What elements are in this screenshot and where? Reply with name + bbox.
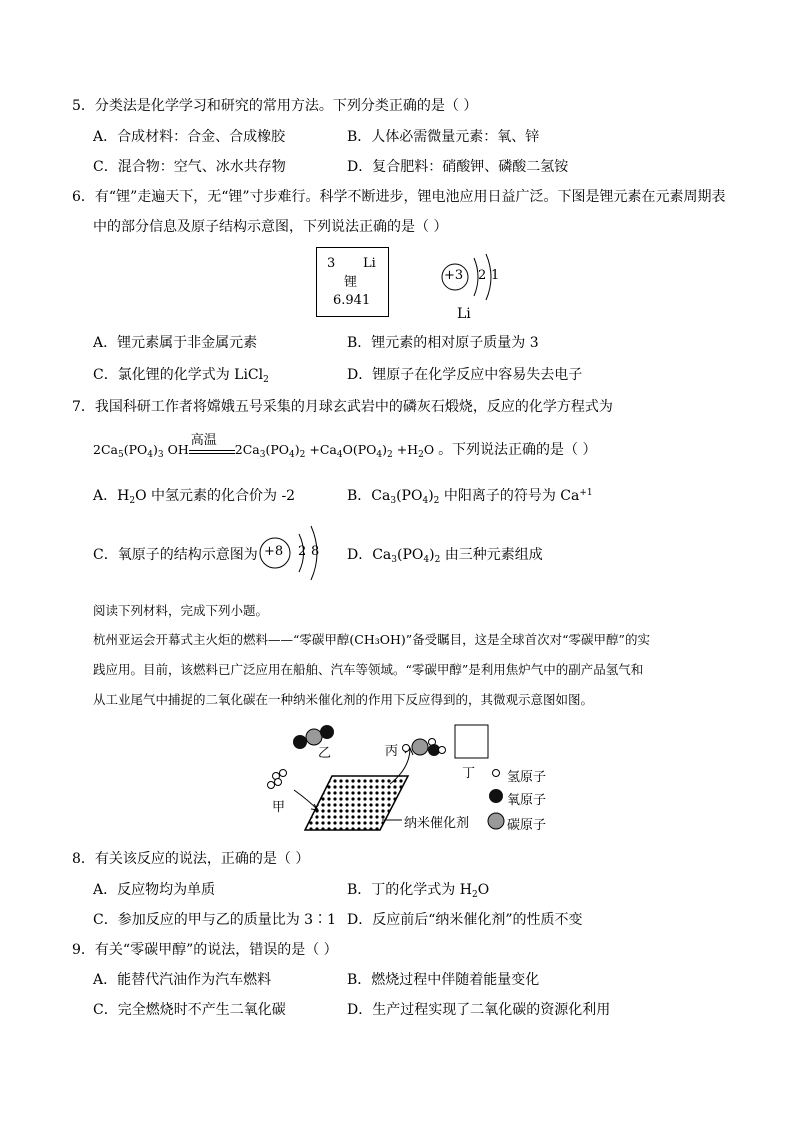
q5-option-a: A．合成材料：合金、合成橡胶 bbox=[93, 129, 286, 145]
q9-stem: 9．有关“零碳甲醇”的说法，错误的是（ ） bbox=[72, 942, 338, 958]
label-jia: 甲 bbox=[272, 800, 286, 815]
reading-paragraph-line2: 践应用。目前，该燃料已广泛应用在船舶、汽车等领域。“零碳甲醇”是利用焦炉气中的副产品氢气和 bbox=[93, 662, 644, 677]
q7-option-a: A．$H_2O$ 中氢元素的化合价为 -2 bbox=[93, 488, 296, 506]
q6-option-a: A．锂元素属于非金属元素 bbox=[93, 335, 258, 351]
lithium-shell1-electrons: 2 bbox=[478, 268, 487, 283]
q7-option-b: B．$Ca_3(PO_4)_2$ 中阳离子的符号为 $Ca^{+1}$ bbox=[347, 488, 593, 506]
q9-option-c: C．完全燃烧时不产生二氧化碳 bbox=[93, 1002, 286, 1018]
q5-option-b: B．人体必需微量元素：氧、锌 bbox=[347, 129, 540, 145]
q9-option-a: A．能替代汽油作为汽车燃料 bbox=[93, 972, 272, 988]
legend-hydrogen-label: 氢原子 bbox=[507, 770, 547, 785]
lithium-shell2-electrons: 1 bbox=[491, 268, 500, 283]
q6-option-c: C．氯化锂的化学式为 LiCl$_2$ bbox=[93, 367, 269, 385]
legend-carbon-label: 碳原子 bbox=[507, 818, 547, 833]
label-ding: 丁 bbox=[462, 766, 476, 781]
q8-option-c: C．参加反应的甲与乙的质量比为 3∶1 bbox=[93, 912, 336, 928]
catalyst-label: 纳米催化剂 bbox=[404, 816, 470, 831]
label-bing: 丙 bbox=[385, 744, 399, 759]
atomic-mass: 6.941 bbox=[333, 293, 371, 308]
reaction-condition: 高温 bbox=[190, 433, 217, 448]
q6-stem-line2: 中的部分信息及原子结构示意图，下列说法正确的是（ ） bbox=[93, 219, 448, 235]
lithium-atom-label: Li bbox=[457, 306, 471, 322]
legend-oxygen-label: 氧原子 bbox=[507, 793, 547, 808]
q6-stem-line1: 6．有“锂”走遍天下，无“锂”寸步难行。科学不断进步，锂电池应用日益广泛。下图是锂元素在元素周期表 bbox=[72, 189, 726, 205]
oxygen-shell1-electrons: 2 bbox=[298, 544, 307, 559]
q5-option-d: D．复合肥料：硝酸钾、磷酸二氢铵 bbox=[347, 159, 569, 175]
lithium-nucleus-charge: +3 bbox=[444, 268, 464, 283]
q6-option-d: D．锂原子在化学反应中容易失去电子 bbox=[347, 367, 583, 383]
reading-paragraph-line1: 杭州亚运会开幕式主火炬的燃料——“零碳甲醇(CH₃OH)”备受瞩目，这是全球首次对“零碳甲醇”的实 bbox=[93, 632, 650, 647]
reading-title: 阅读下列材料，完成下列小题。 bbox=[93, 603, 269, 618]
q8-option-d: D．反应前后“纳米催化剂”的性质不变 bbox=[347, 912, 583, 928]
label-yi: 乙 bbox=[318, 746, 332, 761]
q9-option-b: B．燃烧过程中伴随着能量变化 bbox=[347, 972, 540, 988]
q5-stem: 5．分类法是化学学习和研究的常用方法。下列分类正确的是（ ） bbox=[72, 98, 478, 114]
q7-option-c: C．氧原子的结构示意图为 bbox=[93, 547, 258, 563]
q7-option-d: D．$Ca_3(PO_4)_2$ 由三种元素组成 bbox=[347, 547, 543, 565]
oxygen-shell2-electrons: 8 bbox=[311, 544, 320, 559]
periodic-table-cell bbox=[316, 247, 389, 317]
q8-option-b: B．丁的化学式为 $H_2O$ bbox=[347, 882, 490, 900]
reading-paragraph-line3: 从工业尾气中捕捉的二氧化碳在一种纳米催化剂的作用下反应得到的，其微观示意图如图。 bbox=[93, 692, 594, 707]
element-name: 锂 bbox=[344, 275, 358, 290]
q5-option-c: C．混合物：空气、冰水共存物 bbox=[93, 159, 286, 175]
q6-option-b: B．锂元素的相对原子质量为 3 bbox=[347, 335, 539, 351]
q8-option-a: A．反应物均为单质 bbox=[93, 882, 216, 898]
oxygen-nucleus-charge: +8 bbox=[264, 544, 284, 559]
q8-stem: 8．有关该反应的说法，正确的是（ ） bbox=[72, 851, 310, 867]
element-symbol: Li bbox=[363, 256, 376, 271]
atomic-number: 3 bbox=[327, 256, 336, 271]
q7-stem: 7．我国科研工作者将嫦娥五号采集的月球玄武岩中的磷灰石煅烧，反应的化学方程式为 bbox=[72, 399, 613, 415]
q7-equation: $2Ca_5(PO_4)_3$ OH 高温 $2Ca_3(PO_4)_2 +Ca_4O(PO_4)_2 +H_2O$ 。下列说法正确的是（ ） bbox=[93, 439, 597, 460]
q9-option-d: D．生产过程实现了二氧化碳的资源化利用 bbox=[347, 1002, 611, 1018]
